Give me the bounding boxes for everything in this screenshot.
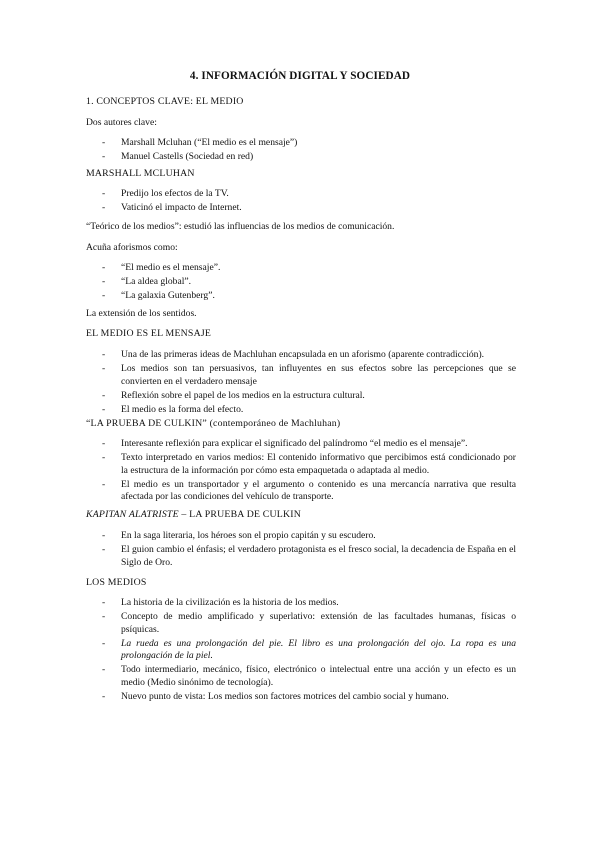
list-item: - Texto interpretado en varios medios: El contenido informativo que percibimos está condicionado por la estructura de la información por cómo esta empaquetada o adaptada al medio.	[102, 451, 516, 476]
list-item: - El guion cambio el énfasis; el verdadero protagonista es el fresco social, la decadencia de España en el Siglo de Oro.	[102, 543, 516, 568]
medio-mensaje-list	[86, 349, 516, 418]
list-item: - En la saga literaria, los héroes son el propio capitán y su escudero.	[102, 530, 376, 541]
section-heading-alatriste	[86, 509, 301, 522]
senses-paragraph: La extensión de los sentidos.	[86, 308, 197, 319]
list-item: - “La galaxia Gutenberg”.	[102, 289, 215, 301]
list-item: - Los medios son tan persuasivos, tan influyentes en sus efectos sobre las percepciones que se convierten en el verdadero mensaje	[102, 362, 516, 387]
list-item: - “La aldea global”.	[102, 275, 192, 287]
list-item: - Predijo los efectos de la TV.	[102, 188, 229, 199]
aphorisms-intro: Acuña aforismos como:	[86, 242, 178, 253]
alatriste-title: KAPITAN ALATRISTE	[86, 509, 179, 520]
culkin-list	[86, 438, 516, 505]
list-item: - Concepto de medio amplificado y superlativo: extensión de las facultades humanas, físicas o psíquicas.	[102, 610, 516, 635]
list-item: - Marshall Mcluhan (“El medio es el mensaje”)	[102, 137, 298, 148]
section-heading-medio-mensaje: EL MEDIO ES EL MENSAJE	[86, 328, 212, 339]
list-item: - Interesante reflexión para explicar el significado del palíndromo “el medio es el mensaje”.	[102, 438, 468, 449]
medios-list	[86, 597, 516, 705]
list-item: - “El medio es el mensaje”.	[102, 262, 221, 273]
section-heading-conceptos: 1. CONCEPTOS CLAVE: EL MEDIO	[86, 96, 244, 107]
authors-list	[86, 137, 516, 165]
list-item: - Nuevo punto de vista: Los medios son factores motrices del cambio social y humano.	[102, 690, 449, 702]
theorist-paragraph: “Teórico de los medios”: estudió las influencias de los medios de comunicación.	[86, 221, 395, 232]
aphorisms-list	[86, 262, 516, 304]
list-item: - Reflexión sobre el papel de los medios en la estructura cultural.	[102, 389, 365, 401]
list-item: - El medio es la forma del efecto.	[102, 403, 244, 415]
section-heading-mcluhan: MARSHALL MCLUHAN	[86, 168, 195, 179]
section-heading-culkin: “LA PRUEBA DE CULKIN” (contemporáneo de Machluhan)	[86, 418, 341, 429]
intro-paragraph: Dos autores clave:	[86, 117, 157, 128]
list-item: - Manuel Castells (Sociedad en red)	[102, 150, 254, 162]
list-item: - La historia de la civilización es la historia de los medios.	[102, 597, 339, 608]
list-item: - Vaticinó el impacto de Internet.	[102, 201, 242, 213]
page-title: 4. INFORMACIÓN DIGITAL Y SOCIEDAD	[189, 70, 411, 82]
list-item: - Una de las primeras ideas de Machluhan encapsulada en un aforismo (aparente contradicción).	[102, 349, 485, 360]
alatriste-list	[86, 530, 516, 571]
list-item: - El medio es un transportador y el argumento o contenido es una mercancía narrativa que resulta afectada por las condiciones del vehículo de transporte.	[102, 478, 516, 503]
mcluhan-list	[86, 188, 516, 216]
section-heading-medios: LOS MEDIOS	[86, 577, 147, 588]
list-item: - La rueda es una prolongación del pie. El libro es una prolongación del ojo. La ropa es una prolongación de la piel.	[102, 637, 516, 662]
list-item: - Todo intermediario, mecánico, físico, electrónico o intelectual entre una acción y un efecto es un medio (Medio sinónimo de tecnología).	[102, 664, 516, 688]
alatriste-subtitle: – LA PRUEBA DE CULKIN	[178, 509, 302, 520]
